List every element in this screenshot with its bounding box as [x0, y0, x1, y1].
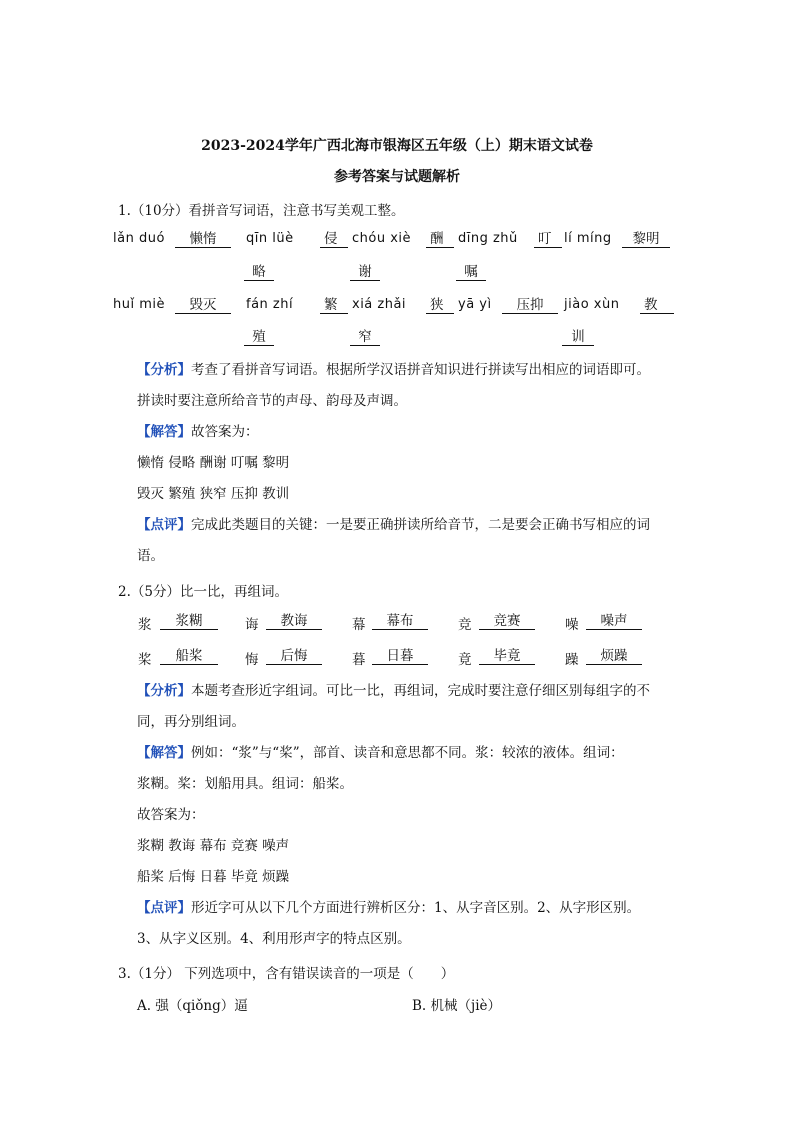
answer-blank: 侵	[320, 231, 348, 248]
q2-answer-line-1: 浆糊 教诲 幕布 竞赛 噪声	[137, 838, 290, 854]
answer-blank: 毁灭	[175, 297, 231, 314]
target-char: 噪	[565, 617, 579, 633]
answer-blank: 叮	[534, 231, 562, 248]
q2-comment-cont: 3、从字义区别。4、利用形声字的特点区别。	[137, 931, 411, 947]
question-3-stem: 3.（1分） 下列选项中，含有错误读音的一项是（ ）	[118, 966, 455, 982]
q1-comment	[137, 510, 650, 541]
option-b: B. 机械（jiè）	[412, 998, 501, 1014]
q1-answer	[137, 417, 259, 448]
comment-text: 形近字可从以下几个方面进行辨析区分：1、从字音区别。2、从字形区别。	[191, 900, 641, 916]
target-char: 诲	[245, 617, 259, 633]
target-char: 悔	[245, 652, 259, 668]
comment-tag: 【点评】	[137, 900, 191, 916]
q2-answer-intro: 故答案为：	[137, 807, 205, 823]
page-subtitle: 参考答案与试题解析	[334, 169, 460, 185]
pinyin: qīn lüè	[246, 231, 294, 246]
analysis-text: 考查了看拼音写词语。根据所学汉语拼音知识进行拼读写出相应的词语即可。	[191, 362, 650, 378]
target-char: 暮	[352, 652, 366, 668]
pinyin: lí míng	[564, 231, 612, 246]
answer-blank: 竞赛	[479, 613, 535, 630]
target-char: 竞	[458, 617, 472, 633]
answer-blank: 酬	[426, 231, 454, 248]
answer-blank: 教	[640, 297, 674, 314]
comment-tag: 【点评】	[137, 517, 191, 533]
answer-text: 例如：“浆”与“桨”，部首、读音和意思都不同。浆：较浓的液体。组词：	[191, 745, 624, 761]
pinyin: jiào xùn	[564, 297, 620, 312]
target-char: 躁	[565, 652, 579, 668]
pinyin: xiá zhǎi	[352, 297, 407, 312]
target-char: 幕	[352, 617, 366, 633]
target-char: 桨	[138, 652, 152, 668]
page-title: 2023-2024学年广西北海市银海区五年级（上）期末语文试卷	[201, 138, 593, 154]
answer-blank: 殖	[244, 329, 274, 346]
pinyin: dīng zhǔ	[458, 231, 518, 246]
q2-comment	[137, 893, 640, 924]
answer-blank: 幕布	[372, 613, 428, 630]
answer-blank: 窄	[350, 329, 380, 346]
question-1-stem: 1.（10分）看拼音写词语，注意书写美观工整。	[118, 203, 405, 219]
answer-blank: 繁	[320, 297, 348, 314]
target-char: 浆	[138, 617, 152, 633]
answer-blank: 船桨	[160, 648, 218, 665]
answer-blank: 嘱	[456, 264, 486, 281]
answer-tag: 【解答】	[137, 745, 191, 761]
answer-blank: 略	[244, 264, 274, 281]
answer-blank: 黎明	[622, 231, 670, 248]
analysis-tag: 【分析】	[137, 362, 191, 378]
answer-blank: 教诲	[266, 613, 322, 630]
pinyin: chóu xiè	[352, 231, 412, 246]
answer-blank: 训	[562, 329, 594, 346]
option-a: A. 强（qiǒng）逼	[137, 998, 248, 1014]
q2-analysis	[137, 676, 650, 707]
answer-blank: 懒惰	[175, 231, 231, 248]
pinyin: huǐ miè	[113, 297, 165, 312]
pinyin: fán zhí	[246, 297, 294, 312]
answer-blank: 噪声	[586, 613, 642, 630]
analysis-text: 本题考查形近字组词。可比一比，再组词，完成时要注意仔细区别每组字的不	[191, 683, 650, 699]
q2-analysis-cont: 同，再分别组词。	[137, 714, 245, 730]
answer-blank: 狭	[426, 297, 454, 314]
answer-tag: 【解答】	[137, 424, 191, 440]
q2-answer-line-2: 船桨 后悔 日暮 毕竟 烦躁	[137, 869, 290, 885]
question-2-stem: 2.（5分）比一比，再组词。	[118, 584, 288, 600]
pinyin: lǎn duó	[113, 231, 165, 246]
q1-answer-line-1: 懒惰 侵略 酬谢 叮嘱 黎明	[137, 455, 290, 471]
q2-answer-cont: 浆糊。桨：划船用具。组词：船桨。	[137, 776, 353, 792]
q2-answer	[137, 738, 624, 769]
q1-answer-line-2: 毁灭 繁殖 狭窄 压抑 教训	[137, 486, 290, 502]
analysis-tag: 【分析】	[137, 683, 191, 699]
answer-blank: 浆糊	[160, 613, 218, 630]
comment-text: 完成此类题目的关键：一是要正确拼读所给音节，二是要会正确书写相应的词	[191, 517, 650, 533]
q1-comment-cont: 语。	[137, 548, 164, 564]
q1-analysis	[137, 355, 650, 386]
pinyin: yā yì	[458, 297, 492, 312]
answer-blank: 后悔	[266, 648, 322, 665]
answer-blank: 烦躁	[586, 648, 642, 665]
answer-blank: 压抑	[502, 297, 558, 314]
answer-blank: 毕竟	[479, 648, 535, 665]
answer-intro: 故答案为：	[191, 424, 259, 440]
answer-blank: 日暮	[372, 648, 428, 665]
answer-blank: 谢	[350, 264, 380, 281]
q1-analysis-cont: 拼读时要注意所给音节的声母、韵母及声调。	[137, 393, 407, 409]
target-char: 竟	[458, 652, 472, 668]
